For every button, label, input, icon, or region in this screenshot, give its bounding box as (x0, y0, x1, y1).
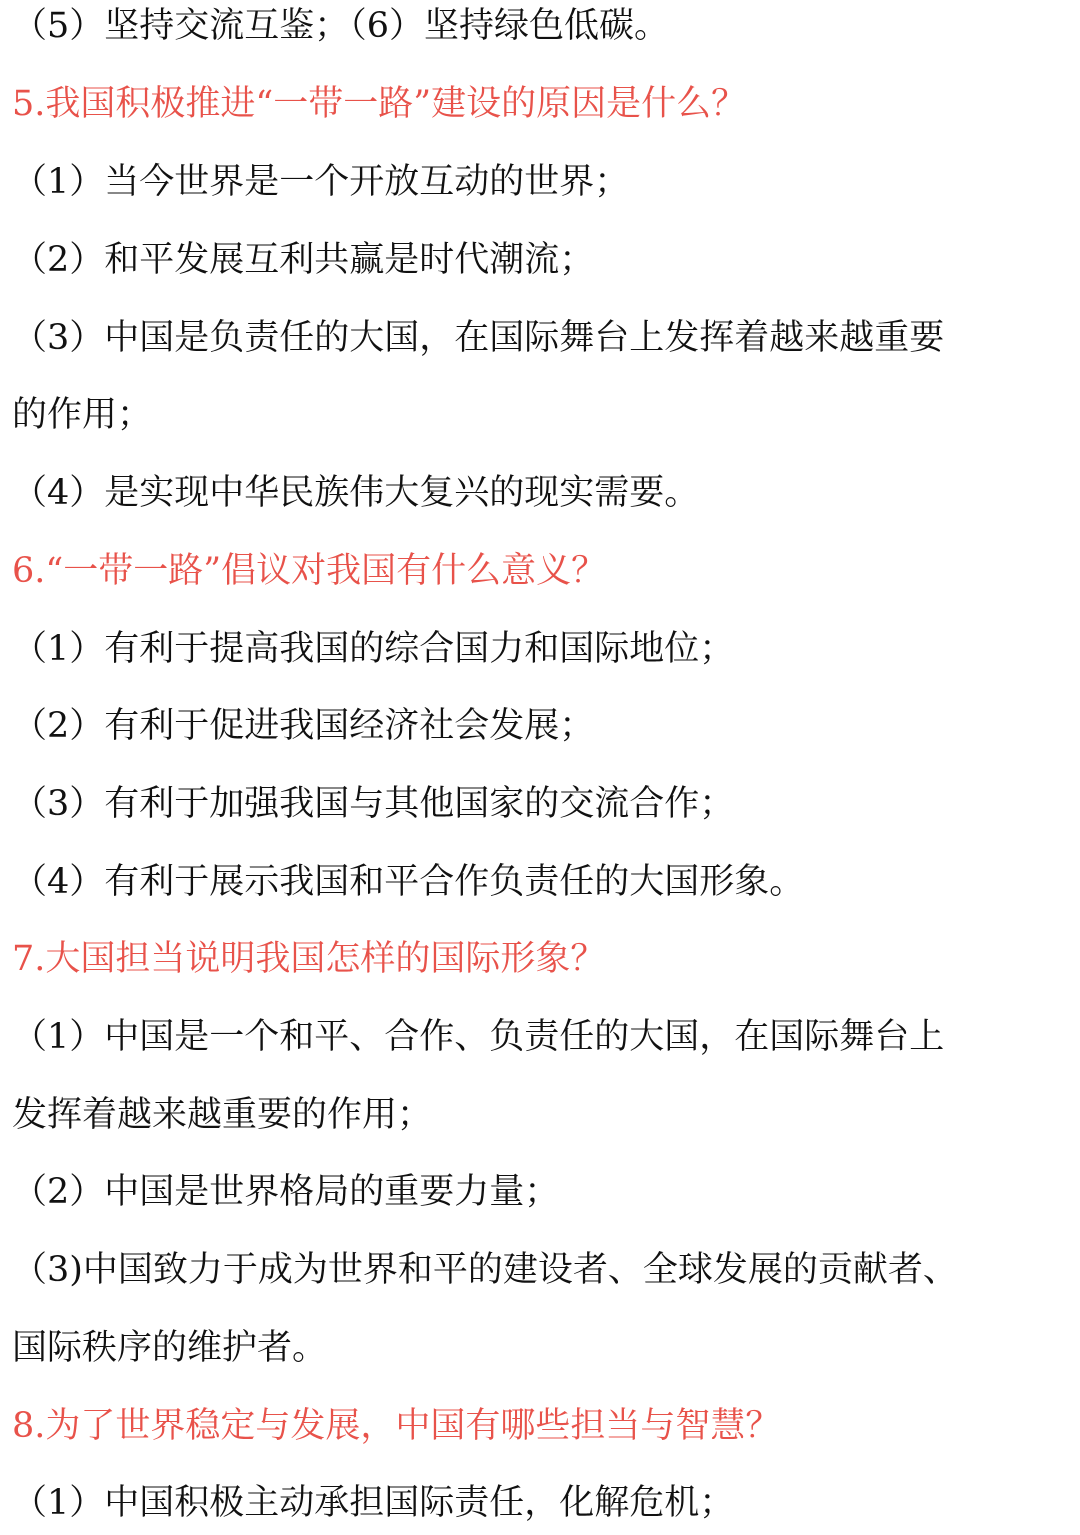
answer-line: （2）和平发展互利共赢是时代潮流； (12, 240, 595, 280)
answer-line: （2）中国是世界格局的重要力量； (12, 1172, 560, 1212)
answer-line: （2）有利于促进我国经济社会发展； (12, 706, 595, 746)
answer-line: （3）有利于加强我国与其他国家的交流合作； (12, 784, 735, 824)
answer-line: 国际秩序的维护者。 (12, 1328, 328, 1368)
answer-line: （5）坚持交流互鉴；（6）坚持绿色低碳。 (12, 6, 670, 46)
answer-line: （4）是实现中华民族伟大复兴的现实需要。 (12, 473, 700, 513)
answer-line: 的作用； (12, 395, 153, 435)
answer-line: （3)中国致力于成为世界和平的建设者、全球发展的贡献者、 (12, 1250, 958, 1290)
answer-line: （1）有利于提高我国的综合国力和国际地位； (12, 629, 735, 669)
answer-line: （3）中国是负责任的大国，在国际舞台上发挥着越来越重要 (12, 318, 945, 358)
answer-line: （1）中国积极主动承担国际责任，化解危机； (12, 1483, 735, 1523)
question-heading: 6.“一带一路”倡议对我国有什么意义？ (12, 551, 607, 591)
answer-line: （4）有利于展示我国和平合作负责任的大国形象。 (12, 862, 805, 902)
answer-line: 发挥着越来越重要的作用； (12, 1095, 433, 1135)
question-heading: 5.我国积极推进“一带一路”建设的原因是什么？ (12, 84, 747, 124)
question-heading: 7.大国担当说明我国怎样的国际形象？ (12, 939, 606, 979)
answer-line: （1）中国是一个和平、合作、负责任的大国，在国际舞台上 (12, 1017, 945, 1057)
answer-line: （1）当今世界是一个开放互动的世界； (12, 162, 630, 202)
question-heading: 8.为了世界稳定与发展，中国有哪些担当与智慧？ (12, 1406, 781, 1446)
